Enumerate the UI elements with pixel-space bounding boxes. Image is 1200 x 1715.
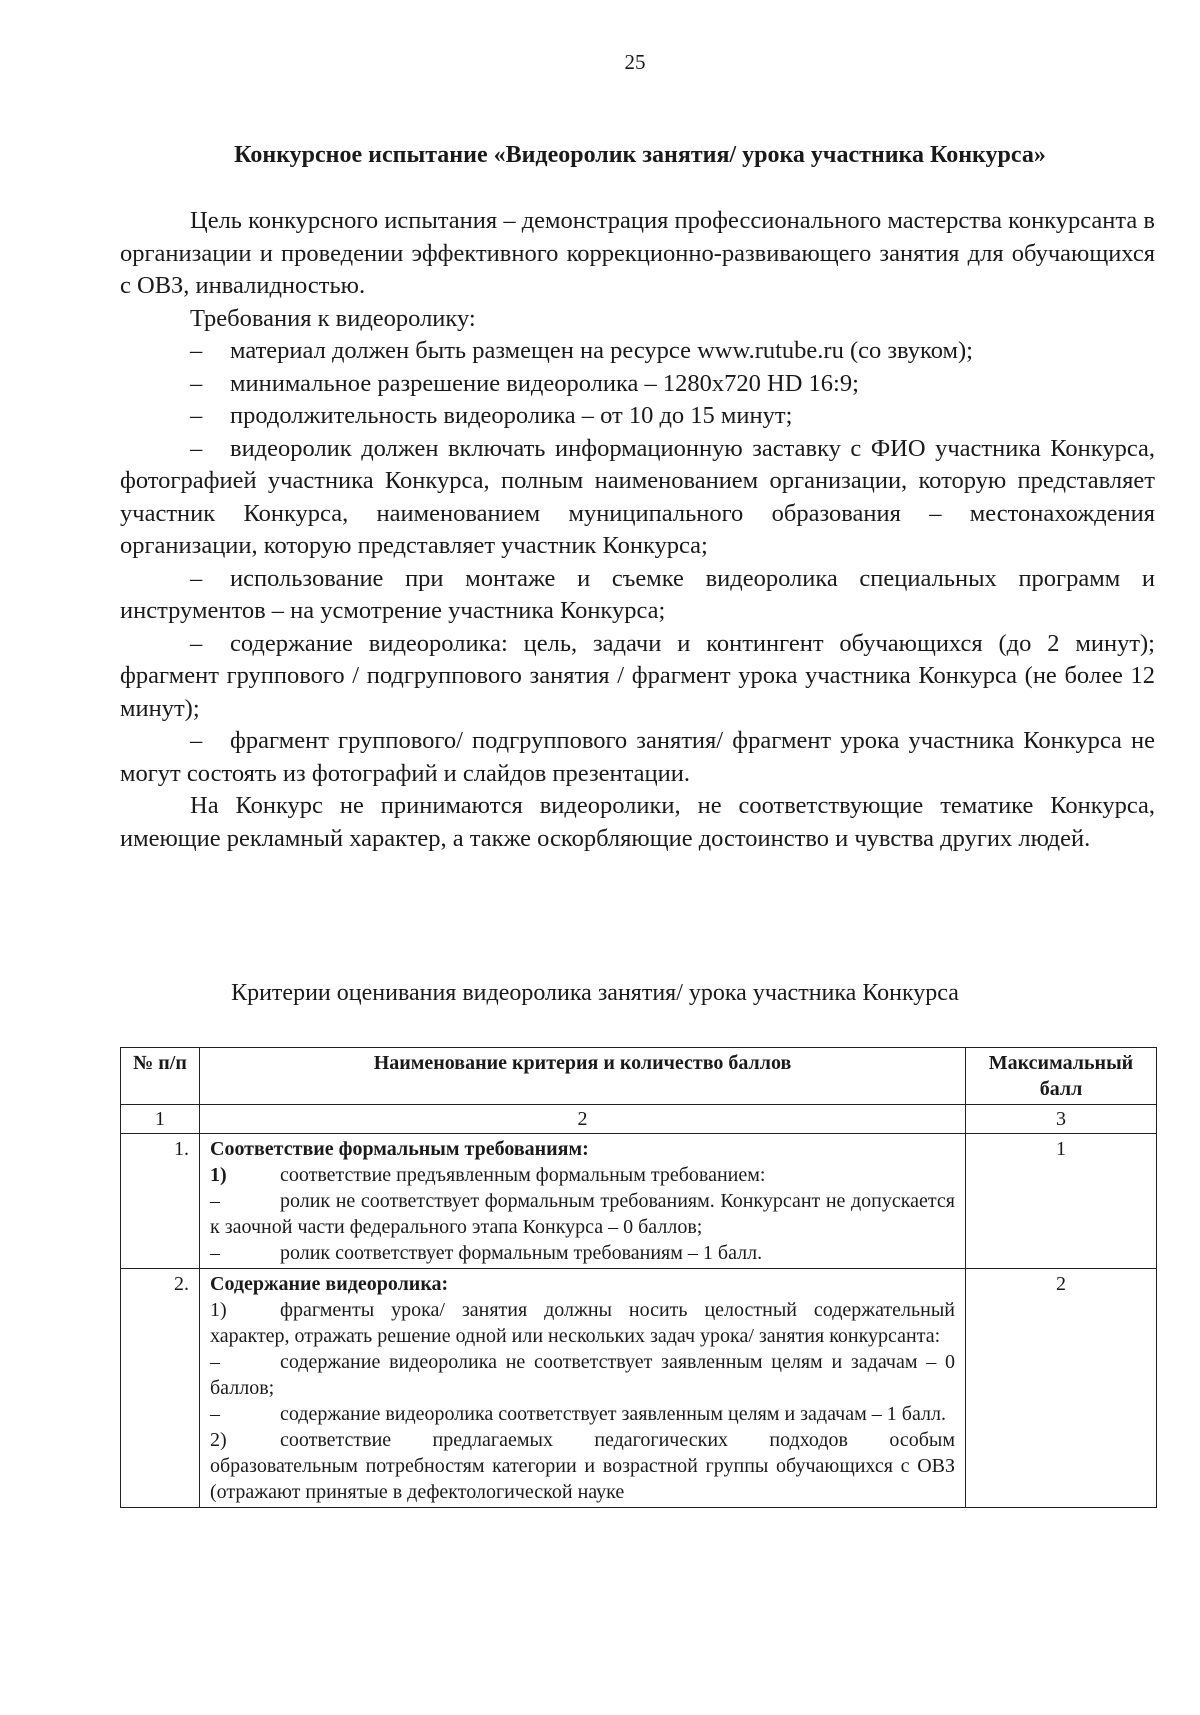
criterion-title: Содержание видеоролика: xyxy=(210,1273,449,1295)
column-number: 2 xyxy=(200,1105,966,1134)
table-header-row xyxy=(121,1048,1157,1105)
page-number: 25 xyxy=(624,50,646,74)
row-content xyxy=(200,1134,966,1269)
requirement-item: – использование при монтаже и съемке видеоролика специальных программ и инструментов – на усмотрение участника Конкурса; xyxy=(120,564,1155,624)
table-row xyxy=(121,1269,1157,1508)
header-name: Наименование критерия и количество баллов xyxy=(200,1048,966,1105)
requirement-item: – фрагмент группового/ подгруппового занятия/ фрагмент урока участника Конкурса не могут состоять из фотографий и слайдов презентации. xyxy=(120,727,1155,787)
column-number: 1 xyxy=(121,1105,200,1134)
row-num: 1. xyxy=(121,1134,200,1269)
goal-paragraph: Цель конкурсного испытания – демонстрация профессионального мастерства конкурсанта в организации и проведении эффективного коррекционно-развивающего занятия для обучающихся с ОВЗ, инвалидностью. xyxy=(120,207,1155,299)
not-accepted-paragraph: На Конкурс не принимаются видеоролики, не соответствующие тематике Конкурса, имеющие рекламный характер, а также оскорбляющие достоинство и чувства других людей. xyxy=(120,792,1155,852)
requirement-item: – видеоролик должен включать информационную заставку с ФИО участника Конкурса, фотографией участника Конкурса, полным наименованием организации, которую представляет участник Конкурса, наименованием муниципального образования – местонахождения организации, которую представляет участник Конкурса; xyxy=(120,434,1155,559)
criterion-option: – ролик не соответствует формальным требованиям. Конкурсант не допускается к заочной части федерального этапа Конкурса – 0 баллов; xyxy=(210,1190,955,1238)
criterion-title: Соответствие формальным требованиям: xyxy=(210,1138,589,1160)
criterion-subitem: 2) соответствие предлагаемых педагогических подходов особым образовательным потребностям категории и возрастной группы обучающихся с ОВЗ (отражают принятые в дефектологической науке xyxy=(210,1429,955,1503)
row-max: 1 xyxy=(966,1134,1157,1269)
column-number-row xyxy=(121,1105,1157,1134)
criterion-subitem: 1) соответствие предъявленным формальным требованием: xyxy=(210,1164,766,1186)
table-row xyxy=(121,1134,1157,1269)
criterion-option: – содержание видеоролика не соответствует заявленным целям и задачам – 0 баллов; xyxy=(210,1351,955,1399)
body-text xyxy=(120,205,1155,855)
column-number: 3 xyxy=(966,1105,1157,1134)
criterion-subitem: 1) фрагменты урока/ занятия должны носить целостный содержательный характер, отражать решение одной или нескольких задач урока/ занятия конкурсанта: xyxy=(210,1299,955,1347)
row-num: 2. xyxy=(121,1269,200,1508)
row-content xyxy=(200,1269,966,1508)
criterion-option: – содержание видеоролика соответствует заявленным целям и задачам – 1 балл. xyxy=(210,1403,946,1425)
requirement-item: – продолжительность видеоролика – от 10 до 15 минут; xyxy=(190,402,793,429)
header-num: № п/п xyxy=(121,1048,200,1105)
requirements-heading: Требования к видеоролику: xyxy=(190,304,476,332)
requirement-item: – минимальное разрешение видеоролика – 1280x720 HD 16:9; xyxy=(190,369,859,397)
requirement-item: – содержание видеоролика: цель, задачи и контингент обучающихся (до 2 минут); фрагмент группового / подгруппового занятия / фрагмент урока участника Конкурса (не более 12 минут); xyxy=(120,629,1155,722)
requirement-item: – материал должен быть размещен на ресурсе www.rutube.ru (со звуком); xyxy=(190,337,973,364)
row-max: 2 xyxy=(966,1269,1157,1508)
criterion-option: – ролик соответствует формальным требованиям – 1 балл. xyxy=(210,1242,763,1264)
table-caption: Критерии оценивания видеоролика занятия/ урока участника Конкурса xyxy=(231,980,959,1006)
criteria-table xyxy=(120,1047,1157,1508)
page-title: Конкурсное испытание «Видеоролик занятия/ урока участника Конкурса» xyxy=(234,142,1046,168)
header-max: Максимальный балл xyxy=(966,1048,1157,1105)
